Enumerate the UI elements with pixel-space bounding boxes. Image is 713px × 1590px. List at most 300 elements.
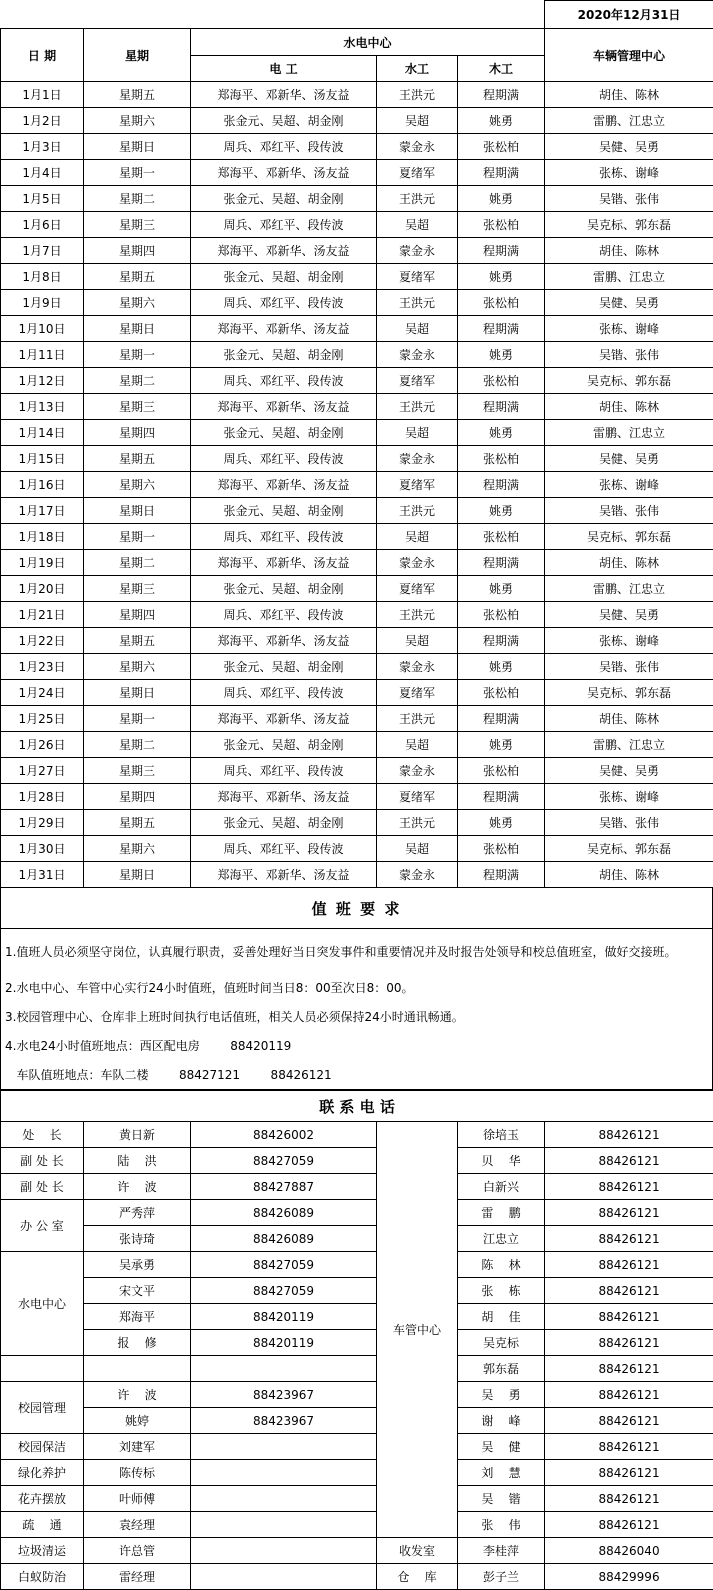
cell-vehicle-staff: 吴锴、张伟 (545, 342, 713, 368)
contact-department: 花卉摆放 (1, 1486, 84, 1512)
cell-electricians: 郑海平、邓新华、汤友益 (191, 550, 377, 576)
cell-vehicle-staff: 吴锴、张伟 (545, 186, 713, 212)
contact-name: 刘建军 (84, 1434, 191, 1460)
cell-electricians: 张金元、吴超、胡金刚 (191, 498, 377, 524)
cell-carpenter: 程期满 (458, 550, 545, 576)
cell-date: 1月18日 (1, 524, 84, 550)
contact-phone: 88427059 (191, 1252, 377, 1278)
cell-date: 1月31日 (1, 862, 84, 888)
cell-date: 1月11日 (1, 342, 84, 368)
cell-weekday: 星期四 (84, 238, 191, 264)
cell-vehicle-staff: 吴克标、郭东磊 (545, 524, 713, 550)
cell-plumber: 蒙金永 (377, 862, 458, 888)
cell-plumber: 夏绪军 (377, 368, 458, 394)
requirement-item: 1.值班人员必须坚守岗位，认真履行职责，妥善处理好当日突发事件和重要情况并及时报告处领导和校总值班室，做好交接班。 (1, 929, 713, 974)
contact-name: 许 波 (84, 1382, 191, 1408)
contact-phone (191, 1460, 377, 1486)
cell-date: 1月23日 (1, 654, 84, 680)
contact-department: 水电中心 (1, 1252, 84, 1356)
cell-weekday: 星期三 (84, 758, 191, 784)
contact-phone (191, 1564, 377, 1590)
cell-carpenter: 程期满 (458, 394, 545, 420)
cell-electricians: 张金元、吴超、胡金刚 (191, 342, 377, 368)
schedule-row (1, 160, 713, 186)
cell-vehicle-staff: 张栋、谢峰 (545, 628, 713, 654)
cell-electricians: 郑海平、邓新华、汤友益 (191, 862, 377, 888)
cell-date: 1月1日 (1, 82, 84, 108)
vehicle-contact-phone: 88426121 (545, 1174, 713, 1200)
cell-plumber: 王洪元 (377, 82, 458, 108)
contact-department (1, 1356, 84, 1382)
contact-name: 严秀萍 (84, 1200, 191, 1226)
vehicle-contact-phone: 88426121 (545, 1356, 713, 1382)
cell-date: 1月22日 (1, 628, 84, 654)
cell-electricians: 张金元、吴超、胡金刚 (191, 576, 377, 602)
cell-electricians: 周兵、邓红平、段传波 (191, 602, 377, 628)
contact-name: 郑海平 (84, 1304, 191, 1330)
report-date: 2020年12月31日 (545, 1, 713, 29)
cell-electricians: 郑海平、邓新华、汤友益 (191, 238, 377, 264)
vehicle-contact-name: 徐培玉 (458, 1122, 545, 1148)
cell-date: 1月6日 (1, 212, 84, 238)
cell-electricians: 郑海平、邓新华、汤友益 (191, 472, 377, 498)
vehicle-contact-name: 白新兴 (458, 1174, 545, 1200)
cell-electricians: 张金元、吴超、胡金刚 (191, 264, 377, 290)
vehicle-contact-phone: 88426121 (545, 1330, 713, 1356)
contact-row (1, 1200, 713, 1226)
cell-electricians: 张金元、吴超、胡金刚 (191, 654, 377, 680)
cell-plumber: 夏绪军 (377, 784, 458, 810)
cell-plumber: 蒙金永 (377, 342, 458, 368)
cell-date: 1月26日 (1, 732, 84, 758)
contact-phone: 88420119 (191, 1330, 377, 1356)
cell-plumber: 吴超 (377, 108, 458, 134)
requirement-item: 3.校园管理中心、仓库非上班时间执行电话值班，相关人员必须保持24小时通讯畅通。 (1, 1002, 713, 1031)
cell-electricians: 张金元、吴超、胡金刚 (191, 810, 377, 836)
schedule-row (1, 238, 713, 264)
contact-name: 叶师傅 (84, 1486, 191, 1512)
schedule-row (1, 628, 713, 654)
cell-date: 1月10日 (1, 316, 84, 342)
cell-date: 1月28日 (1, 784, 84, 810)
contact-name: 宋文平 (84, 1278, 191, 1304)
cell-carpenter: 姚勇 (458, 498, 545, 524)
cell-electricians: 郑海平、邓新华、汤友益 (191, 628, 377, 654)
vehicle-contact-name: 刘 慧 (458, 1460, 545, 1486)
contact-row (1, 1148, 713, 1174)
cell-carpenter: 程期满 (458, 706, 545, 732)
cell-plumber: 蒙金永 (377, 134, 458, 160)
schedule-row (1, 862, 713, 888)
cell-carpenter: 程期满 (458, 472, 545, 498)
schedule-row (1, 524, 713, 550)
cell-electricians: 张金元、吴超、胡金刚 (191, 420, 377, 446)
vehicle-contact-phone: 88426040 (545, 1538, 713, 1564)
cell-vehicle-staff: 雷鹏、江忠立 (545, 576, 713, 602)
cell-carpenter: 程期满 (458, 82, 545, 108)
cell-vehicle-staff: 吴健、吴勇 (545, 446, 713, 472)
contact-row (1, 1486, 713, 1512)
cell-vehicle-staff: 雷鹏、江忠立 (545, 732, 713, 758)
cell-vehicle-staff: 吴健、吴勇 (545, 134, 713, 160)
vehicle-contact-name: 吴 健 (458, 1434, 545, 1460)
cell-carpenter: 姚勇 (458, 810, 545, 836)
schedule-row (1, 836, 713, 862)
contact-name: 许总管 (84, 1538, 191, 1564)
schedule-row (1, 108, 713, 134)
schedule-row (1, 134, 713, 160)
schedule-row (1, 576, 713, 602)
cell-plumber: 王洪元 (377, 706, 458, 732)
cell-date: 1月8日 (1, 264, 84, 290)
cell-weekday: 星期二 (84, 550, 191, 576)
vehicle-center-label: 车管中心 (377, 1122, 458, 1538)
cell-date: 1月13日 (1, 394, 84, 420)
cell-carpenter: 程期满 (458, 628, 545, 654)
cell-vehicle-staff: 雷鹏、江忠立 (545, 420, 713, 446)
cell-plumber: 王洪元 (377, 602, 458, 628)
cell-date: 1月16日 (1, 472, 84, 498)
contact-department: 校园保洁 (1, 1434, 84, 1460)
cell-weekday: 星期三 (84, 212, 191, 238)
requirements-table (0, 888, 713, 1090)
vehicle-contact-name: 江忠立 (458, 1226, 545, 1252)
schedule-row (1, 264, 713, 290)
contact-phone: 88423967 (191, 1382, 377, 1408)
schedule-row (1, 420, 713, 446)
vehicle-contact-name: 雷 鹏 (458, 1200, 545, 1226)
contact-department: 校园管理 (1, 1382, 84, 1434)
contact-name: 陈传标 (84, 1460, 191, 1486)
cell-carpenter: 程期满 (458, 160, 545, 186)
contact-row (1, 1538, 713, 1564)
cell-date: 1月14日 (1, 420, 84, 446)
cell-plumber: 蒙金永 (377, 654, 458, 680)
contact-row (1, 1408, 713, 1434)
cell-vehicle-staff: 吴健、吴勇 (545, 290, 713, 316)
vehicle-contact-name: 贝 华 (458, 1148, 545, 1174)
cell-vehicle-staff: 雷鹏、江忠立 (545, 108, 713, 134)
vehicle-contact-name: 郭东磊 (458, 1356, 545, 1382)
cell-vehicle-staff: 吴锴、张伟 (545, 498, 713, 524)
col-header-weekday: 星期 (84, 29, 191, 82)
schedule-row (1, 446, 713, 472)
cell-electricians: 郑海平、邓新华、汤友益 (191, 706, 377, 732)
cell-weekday: 星期五 (84, 810, 191, 836)
cell-date: 1月29日 (1, 810, 84, 836)
cell-electricians: 周兵、邓红平、段传波 (191, 836, 377, 862)
contact-department: 白蚁防治 (1, 1564, 84, 1590)
cell-weekday: 星期六 (84, 836, 191, 862)
cell-weekday: 星期六 (84, 472, 191, 498)
cell-carpenter: 张松柏 (458, 602, 545, 628)
contact-name: 黄日新 (84, 1122, 191, 1148)
col-header-vehicle-center: 车辆管理中心 (545, 29, 713, 82)
cell-weekday: 星期日 (84, 316, 191, 342)
schedule-row (1, 732, 713, 758)
contact-name: 雷经理 (84, 1564, 191, 1590)
vehicle-contact-name: 彭子兰 (458, 1564, 545, 1590)
cell-weekday: 星期二 (84, 368, 191, 394)
cell-weekday: 星期一 (84, 160, 191, 186)
cell-weekday: 星期六 (84, 108, 191, 134)
contact-row (1, 1356, 713, 1382)
cell-plumber: 吴超 (377, 836, 458, 862)
cell-electricians: 周兵、邓红平、段传波 (191, 290, 377, 316)
cell-date: 1月24日 (1, 680, 84, 706)
cell-vehicle-staff: 吴健、吴勇 (545, 602, 713, 628)
vehicle-contact-phone: 88426121 (545, 1252, 713, 1278)
schedule-row (1, 212, 713, 238)
contact-row (1, 1226, 713, 1252)
schedule-row (1, 654, 713, 680)
requirements-title: 值 班 要 求 (1, 888, 713, 929)
cell-carpenter: 姚勇 (458, 732, 545, 758)
col-header-plumber: 水工 (377, 56, 458, 82)
contact-phone: 88423967 (191, 1408, 377, 1434)
vehicle-contact-phone: 88426121 (545, 1434, 713, 1460)
cell-electricians: 张金元、吴超、胡金刚 (191, 186, 377, 212)
contact-row (1, 1434, 713, 1460)
vehicle-contact-phone: 88426121 (545, 1200, 713, 1226)
cell-date: 1月27日 (1, 758, 84, 784)
cell-plumber: 吴超 (377, 212, 458, 238)
schedule-row (1, 550, 713, 576)
contact-row (1, 1278, 713, 1304)
schedule-row (1, 602, 713, 628)
schedule-row (1, 290, 713, 316)
cell-plumber: 蒙金永 (377, 550, 458, 576)
cell-carpenter: 姚勇 (458, 576, 545, 602)
contact-phone: 88427059 (191, 1278, 377, 1304)
cell-weekday: 星期一 (84, 706, 191, 732)
cell-electricians: 周兵、邓红平、段传波 (191, 446, 377, 472)
cell-carpenter: 姚勇 (458, 264, 545, 290)
contact-department: 副 处 长 (1, 1174, 84, 1200)
vehicle-contact-name: 张 栋 (458, 1278, 545, 1304)
cell-carpenter: 程期满 (458, 862, 545, 888)
contact-name: 陆 洪 (84, 1148, 191, 1174)
cell-plumber: 王洪元 (377, 498, 458, 524)
schedule-row (1, 472, 713, 498)
contact-phone (191, 1538, 377, 1564)
cell-carpenter: 姚勇 (458, 108, 545, 134)
cell-electricians: 周兵、邓红平、段传波 (191, 680, 377, 706)
contact-row (1, 1460, 713, 1486)
schedule-row (1, 82, 713, 108)
contact-department: 绿化养护 (1, 1460, 84, 1486)
cell-weekday: 星期一 (84, 524, 191, 550)
cell-electricians: 郑海平、邓新华、汤友益 (191, 316, 377, 342)
cell-carpenter: 程期满 (458, 238, 545, 264)
requirement-item: 车队值班地点：车队二楼 88427121 88426121 (1, 1060, 713, 1090)
cell-weekday: 星期三 (84, 394, 191, 420)
cell-weekday: 星期日 (84, 680, 191, 706)
cell-carpenter: 姚勇 (458, 342, 545, 368)
cell-date: 1月30日 (1, 836, 84, 862)
contact-name: 姚婷 (84, 1408, 191, 1434)
contact-name: 许 波 (84, 1174, 191, 1200)
cell-date: 1月7日 (1, 238, 84, 264)
vehicle-contact-phone: 88426121 (545, 1304, 713, 1330)
schedule-row (1, 498, 713, 524)
cell-carpenter: 张松柏 (458, 134, 545, 160)
cell-electricians: 周兵、邓红平、段传波 (191, 368, 377, 394)
col-header-water-elec-center: 水电中心 (191, 29, 545, 56)
cell-plumber: 蒙金永 (377, 758, 458, 784)
contact-name: 吴承勇 (84, 1252, 191, 1278)
vehicle-contact-phone: 88426121 (545, 1460, 713, 1486)
cell-carpenter: 张松柏 (458, 836, 545, 862)
schedule-row (1, 316, 713, 342)
vehicle-contact-phone: 88426121 (545, 1122, 713, 1148)
contact-phone (191, 1486, 377, 1512)
cell-plumber: 夏绪军 (377, 264, 458, 290)
cell-electricians: 周兵、邓红平、段传波 (191, 758, 377, 784)
cell-plumber: 王洪元 (377, 394, 458, 420)
cell-carpenter: 程期满 (458, 784, 545, 810)
cell-electricians: 周兵、邓红平、段传波 (191, 134, 377, 160)
contact-row (1, 1174, 713, 1200)
cell-plumber: 王洪元 (377, 186, 458, 212)
col-header-electrician: 电 工 (191, 56, 377, 82)
contact-row (1, 1564, 713, 1590)
cell-carpenter: 姚勇 (458, 654, 545, 680)
schedule-row (1, 342, 713, 368)
cell-plumber: 夏绪军 (377, 576, 458, 602)
vehicle-contact-name: 李桂萍 (458, 1538, 545, 1564)
cell-plumber: 吴超 (377, 524, 458, 550)
cell-carpenter: 姚勇 (458, 420, 545, 446)
schedule-row (1, 680, 713, 706)
contact-name: 袁经理 (84, 1512, 191, 1538)
cell-electricians: 郑海平、邓新华、汤友益 (191, 82, 377, 108)
cell-weekday: 星期四 (84, 602, 191, 628)
col-header-date: 日 期 (1, 29, 84, 82)
contact-department: 副 处 长 (1, 1148, 84, 1174)
cell-carpenter: 程期满 (458, 316, 545, 342)
vehicle-contact-phone: 88426121 (545, 1408, 713, 1434)
schedule-row (1, 186, 713, 212)
cell-weekday: 星期日 (84, 862, 191, 888)
contact-phone: 88426089 (191, 1200, 377, 1226)
cell-vehicle-staff: 张栋、谢峰 (545, 316, 713, 342)
contacts-title: 联 系 电 话 (1, 1091, 713, 1122)
contact-phone (191, 1512, 377, 1538)
vehicle-contact-phone: 88426121 (545, 1382, 713, 1408)
cell-vehicle-staff: 雷鹏、江忠立 (545, 264, 713, 290)
contact-row (1, 1382, 713, 1408)
cell-electricians: 张金元、吴超、胡金刚 (191, 732, 377, 758)
vehicle-contact-phone: 88426121 (545, 1278, 713, 1304)
cell-carpenter: 张松柏 (458, 680, 545, 706)
contact-phone (191, 1356, 377, 1382)
contact-office: 仓 库 (377, 1564, 458, 1590)
vehicle-contact-phone: 88429996 (545, 1564, 713, 1590)
col-header-carpenter: 木工 (458, 56, 545, 82)
cell-vehicle-staff: 张栋、谢峰 (545, 472, 713, 498)
cell-carpenter: 张松柏 (458, 524, 545, 550)
cell-weekday: 星期日 (84, 134, 191, 160)
cell-weekday: 星期五 (84, 446, 191, 472)
cell-electricians: 郑海平、邓新华、汤友益 (191, 160, 377, 186)
cell-plumber: 王洪元 (377, 810, 458, 836)
schedule-row (1, 810, 713, 836)
cell-date: 1月15日 (1, 446, 84, 472)
cell-carpenter: 张松柏 (458, 446, 545, 472)
contact-name (84, 1356, 191, 1382)
cell-weekday: 星期四 (84, 784, 191, 810)
vehicle-contact-phone: 88426121 (545, 1226, 713, 1252)
vehicle-contact-phone: 88426121 (545, 1512, 713, 1538)
schedule-row (1, 758, 713, 784)
cell-date: 1月21日 (1, 602, 84, 628)
contact-row (1, 1122, 713, 1148)
cell-vehicle-staff: 吴克标、郭东磊 (545, 836, 713, 862)
cell-plumber: 吴超 (377, 420, 458, 446)
cell-plumber: 吴超 (377, 628, 458, 654)
cell-carpenter: 张松柏 (458, 368, 545, 394)
cell-weekday: 星期六 (84, 290, 191, 316)
cell-carpenter: 姚勇 (458, 186, 545, 212)
cell-weekday: 星期四 (84, 420, 191, 446)
cell-carpenter: 张松柏 (458, 758, 545, 784)
cell-weekday: 星期二 (84, 186, 191, 212)
cell-date: 1月25日 (1, 706, 84, 732)
cell-vehicle-staff: 吴克标、郭东磊 (545, 212, 713, 238)
cell-plumber: 吴超 (377, 316, 458, 342)
cell-date: 1月19日 (1, 550, 84, 576)
cell-plumber: 王洪元 (377, 290, 458, 316)
cell-weekday: 星期日 (84, 498, 191, 524)
cell-vehicle-staff: 胡佳、陈林 (545, 82, 713, 108)
schedule-row (1, 394, 713, 420)
cell-vehicle-staff: 胡佳、陈林 (545, 706, 713, 732)
contacts-table (0, 1090, 713, 1590)
cell-weekday: 星期三 (84, 576, 191, 602)
cell-weekday: 星期五 (84, 82, 191, 108)
cell-vehicle-staff: 吴锴、张伟 (545, 810, 713, 836)
contact-department: 垃圾清运 (1, 1538, 84, 1564)
cell-date: 1月2日 (1, 108, 84, 134)
cell-vehicle-staff: 吴健、吴勇 (545, 758, 713, 784)
requirement-item: 2.水电中心、车管中心实行24小时值班，值班时间当日8：00至次日8：00。 (1, 973, 713, 1002)
vehicle-contact-phone: 88426121 (545, 1148, 713, 1174)
cell-weekday: 星期二 (84, 732, 191, 758)
contact-name: 报 修 (84, 1330, 191, 1356)
schedule-row (1, 784, 713, 810)
cell-date: 1月9日 (1, 290, 84, 316)
cell-electricians: 周兵、邓红平、段传波 (191, 212, 377, 238)
cell-vehicle-staff: 张栋、谢峰 (545, 160, 713, 186)
cell-date: 1月3日 (1, 134, 84, 160)
cell-plumber: 吴超 (377, 732, 458, 758)
vehicle-contact-name: 谢 峰 (458, 1408, 545, 1434)
cell-vehicle-staff: 吴克标、郭东磊 (545, 680, 713, 706)
contact-phone: 88420119 (191, 1304, 377, 1330)
vehicle-contact-name: 吴 勇 (458, 1382, 545, 1408)
contact-department: 疏 通 (1, 1512, 84, 1538)
vehicle-contact-name: 吴克标 (458, 1330, 545, 1356)
cell-vehicle-staff: 胡佳、陈林 (545, 862, 713, 888)
vehicle-contact-name: 吴 锴 (458, 1486, 545, 1512)
vehicle-contact-name: 陈 林 (458, 1252, 545, 1278)
contact-row (1, 1304, 713, 1330)
schedule-row (1, 368, 713, 394)
cell-vehicle-staff: 吴锴、张伟 (545, 654, 713, 680)
cell-electricians: 周兵、邓红平、段传波 (191, 524, 377, 550)
schedule-row (1, 706, 713, 732)
